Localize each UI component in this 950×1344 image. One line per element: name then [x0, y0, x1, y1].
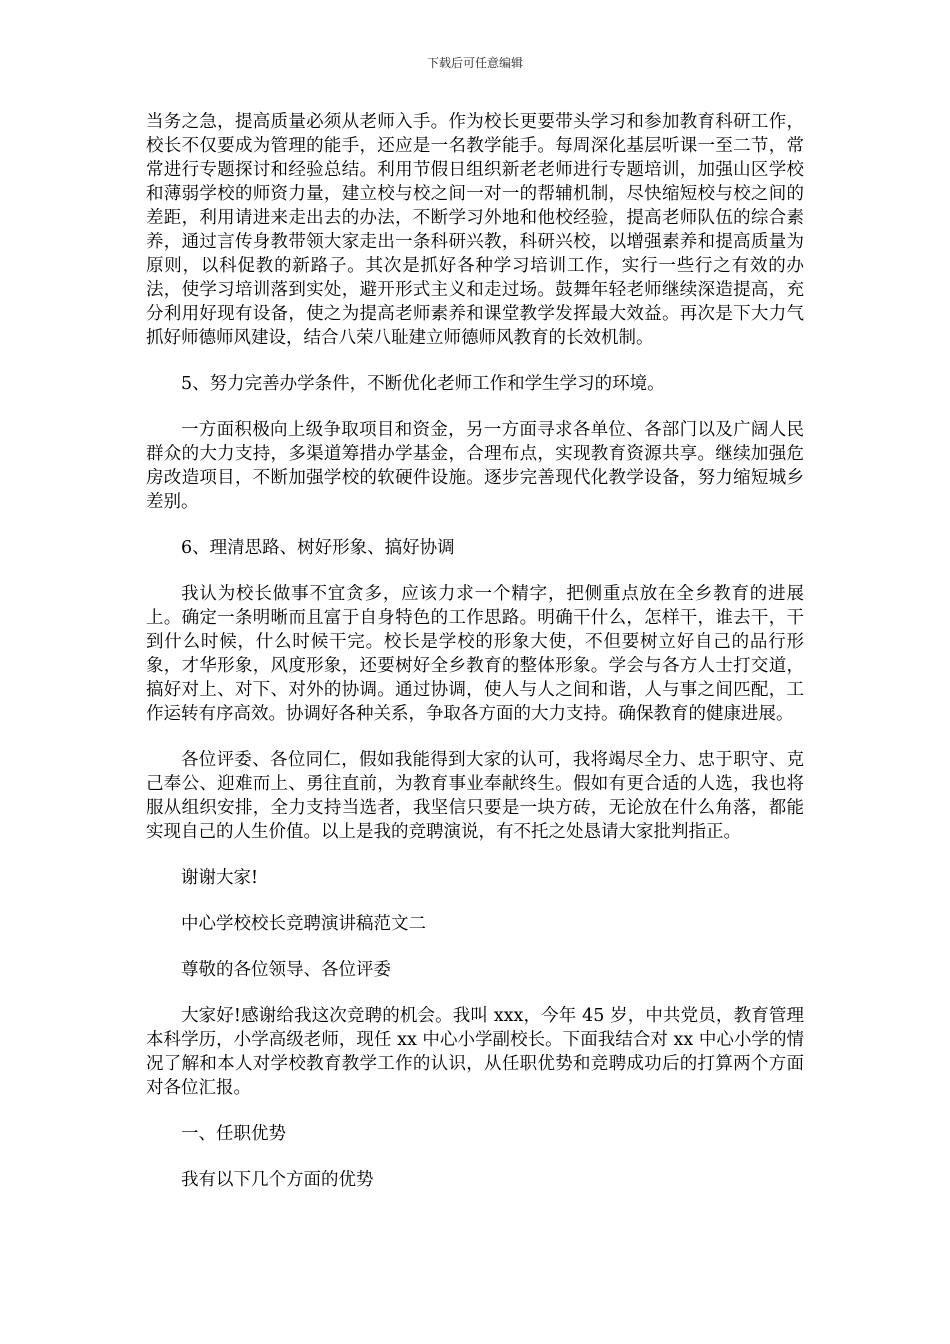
page-header: 下载后可任意编辑 [426, 56, 523, 70]
section-heading-6: 6、理清思路、树好形象、搞好协调 [181, 538, 455, 558]
document-body [146, 110, 804, 1214]
salutation: 尊敬的各位领导、各位评委 [181, 960, 391, 980]
body-paragraph: 一方面积极向上级争取项目和资金，另一方面寻求各单位、各部门以及广阔人民群众的大力支持，多渠道筹措办学基金，合理布点，实现教育资源共享。继续加强危房改造项目，不断加强学校的软硬件设施。逐步完善现代化教学设备，努力缩短城乡差别。 [146, 420, 804, 512]
body-paragraph: 各位评委、各位同仁，假如我能得到大家的认可，我将竭尽全力、忠于职守、克己奉公、迎难而上、勇往直前，为教育事业奉献终生。假如有更合适的人选，我也将服从组织安排，全力支持当选者，我坚信只要是一块方砖，无论放在什么角落，都能实现自己的人生价值。以上是我的竞聘演说，有不托之处恳请大家批判指正。 [146, 750, 804, 842]
body-paragraph: 我认为校长做事不宜贪多，应该力求一个精字，把侧重点放在全乡教育的进展上。确定一条明晰而且富于自身特色的工作思路。明确干什么，怎样干，谁去干，干到什么时候，什么时候干完。校长是学校的形象大使，不但要树立好自己的品行形象，才华形象，风度形象，还要树好全乡教育的整体形象。学会与各方人士打交道，搞好对上、对下、对外的协调。通过协调，使人与人之间和谐，人与事之间匹配，工作运转有序高效。协调好各种关系，争取各方面的大力支持。确保教育的健康进展。 [146, 584, 804, 724]
closing-thanks: 谢谢大家! [181, 868, 259, 888]
section-heading-5: 5、努力完善办学条件，不断优化老师工作和学生学习的环境。 [181, 374, 665, 394]
body-paragraph: 我有以下几个方面的优势 [181, 1170, 374, 1190]
body-paragraph: 大家好!感谢给我这次竞聘的机会。我叫 xxx，今年 45 岁，中共党员，教育管理本科学历，小学高级老师，现任 xx 中心小学副校长。下面我结合对 xx 中心小学的情况了解和本人对学校教育教学工作的认识，从任职优势和竞聘成功后的打算两个方面对各位汇报。 [146, 1006, 804, 1098]
body-paragraph: 当务之急，提高质量必须从老师入手。作为校长更要带头学习和参加教育科研工作，校长不仅要成为管理的能手，还应是一名教学能手。每周深化基层听课一至二节，常常进行专题探讨和经验总结。利用节假日组织新老老师进行专题培训，加强山区学校和薄弱学校的师资力量，建立校与校之间一对一的帮辅机制，尽快缩短校与校之间的差距，利用请进来走出去的办法，不断学习外地和他校经验，提高老师队伍的综合素养，通过言传身教带领大家走出一条科研兴教，科研兴校，以增强素养和提高质量为原则，以科促教的新路子。其次是抓好各种学习培训工作，实行一些行之有效的办法，使学习培训落到实处，避开形式主义和走过场。鼓舞年轻老师继续深造提高，充分利用好现有设备，使之为提高老师素养和课堂教学发挥最大效益。再次是下大力气抓好师德师风建设，结合八荣八耻建立师德师风教育的长效机制。 [146, 112, 804, 348]
document-title-2: 中心学校校长竞聘演讲稿范文二 [181, 914, 426, 934]
section-heading-1: 一、任职优势 [181, 1124, 286, 1144]
